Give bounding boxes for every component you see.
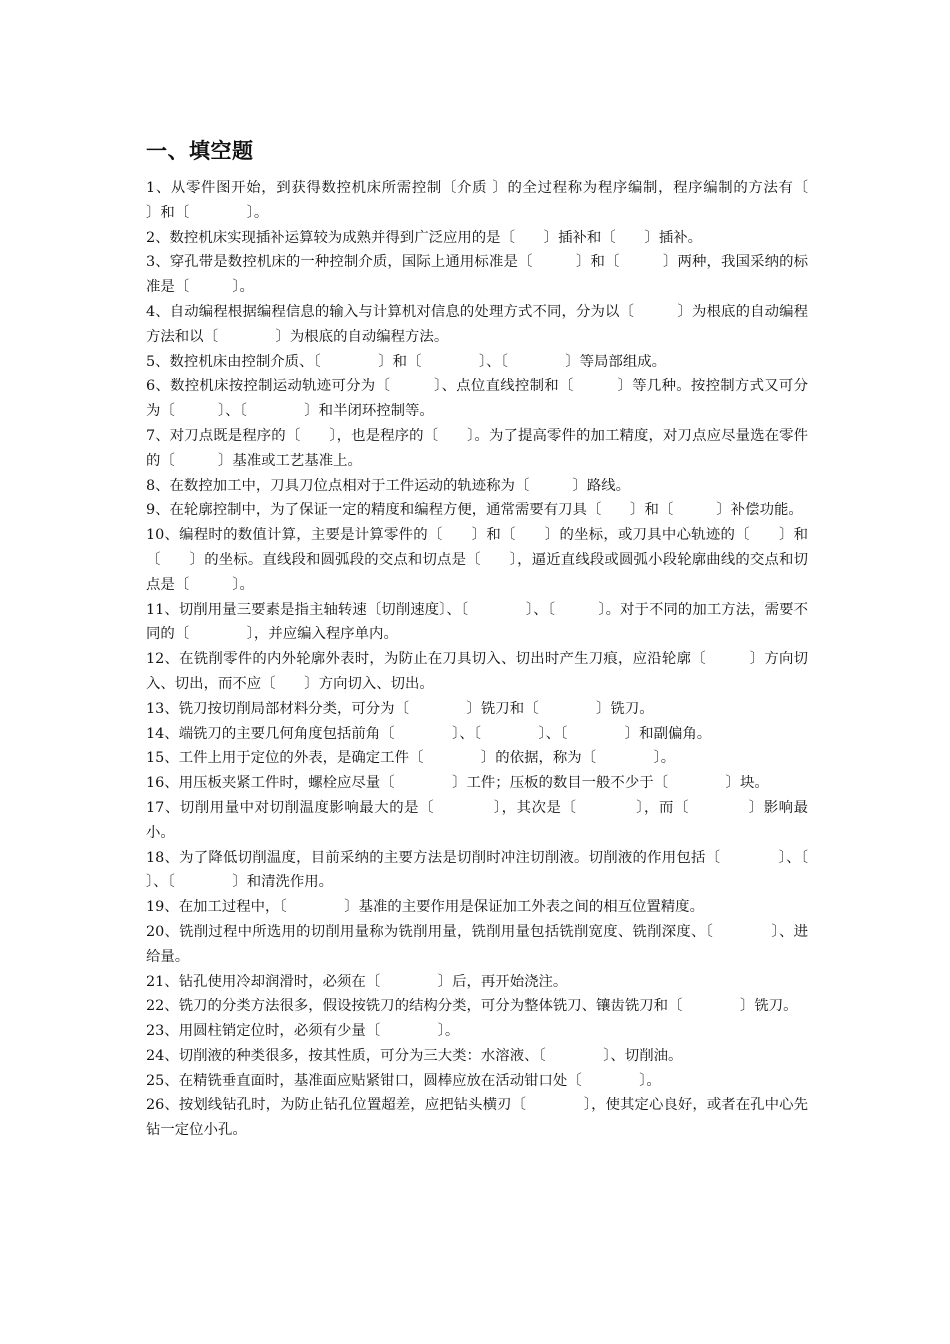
- question-4: 4、自动编程根据编程信息的输入与计算机对信息的处理方式不同，分为以〔 〕为根底的自动编程方法和以〔 〕为根底的自动编程方法。: [146, 303, 808, 345]
- question-10: 10、编程时的数值计算，主要是计算零件的〔 〕和〔 〕的坐标，或刀具中心轨迹的〔 〕和〔 〕的坐标。直线段和圆弧段的交点和切点是〔 〕，逼近直线段或圆弧小段轮廓曲线的交点和切点是〔 〕。: [146, 527, 808, 593]
- question-24: 24、切削液的种类很多，按其性质，可分为三大类：水溶液、〔 〕、切削油。: [146, 1047, 683, 1064]
- question-5: 5、数控机床由控制介质、〔 〕和〔 〕、〔 〕等局部组成。: [146, 353, 667, 370]
- question-25: 25、在精铣垂直面时，基准面应贴紧钳口，圆棒应放在活动钳口处〔 〕。: [146, 1072, 661, 1089]
- question-26: 26、按划线钻孔时，为防止钻孔位置超差，应把钻头横刃〔 〕，使其定心良好，或者在孔中心先钻一定位小孔。: [146, 1097, 808, 1139]
- question-19: 19、在加工过程中，〔 〕基准的主要作用是保证加工外表之间的相互位置精度。: [146, 899, 704, 916]
- section-title: 一、填空题: [146, 139, 254, 163]
- question-18: 18、为了降低切削温度，目前采纳的主要方法是切削时冲注切削液。切削液的作用包括〔 〕、〔 〕、〔 〕和清洗作用。: [146, 849, 866, 891]
- question-15: 15、工件上用于定位的外表，是确定工件〔 〕的依据，称为〔 〕。: [146, 750, 676, 767]
- question-22: 22、铣刀的分类方法很多，假设按铣刀的结构分类，可分为整体铣刀、镶齿铣刀和〔 〕铣刀。: [146, 998, 798, 1015]
- question-13: 13、铣刀按切削局部材料分类，可分为〔 〕铣刀和〔 〕铣刀。: [146, 700, 654, 717]
- question-2: 2、数控机床实现插补运算较为成熟并得到广泛应用的是〔 〕插补和〔 〕插补。: [146, 229, 703, 246]
- document-page: [146, 136, 866, 1143]
- question-21: 21、钻孔使用冷却润滑时，必须在〔 〕后，再开始浇注。: [146, 973, 568, 990]
- question-12: 12、在铣削零件的内外轮廓外表时，为防止在刀具切入、切出时产生刀痕，应沿轮廓〔 〕方向切入、切出，而不应〔 〕方向切入、切出。: [146, 651, 808, 692]
- question-6: 6、数控机床按控制运动轨迹可分为〔 〕、点位直线控制和〔 〕等几种。按控制方式又可分为〔 〕、〔 〕和半闭环控制等。: [146, 378, 808, 420]
- question-7: 7、对刀点既是程序的〔 〕，也是程序的〔 〕。为了提高零件的加工精度，对刀点应尽量选在零件的〔 〕基准或工艺基准上。: [146, 427, 808, 469]
- question-23: 23、用圆柱销定位时，必须有少量〔 〕。: [146, 1023, 460, 1040]
- question-1: 1、从零件图开始，到获得数控机床所需控制〔介质 〕的全过程称为程序编制，程序编制的方法有〔 〕和〔 〕。: [146, 180, 866, 221]
- question-14: 14、端铣刀的主要几何角度包括前角〔 〕、〔 〕、〔 〕和副偏角。: [146, 725, 712, 742]
- question-17: 17、切削用量中对切削温度影响最大的是〔 〕，其次是〔 〕，而〔 〕影响最小。: [146, 799, 808, 841]
- question-16: 16、用压板夹紧工件时，螺栓应尽量〔 〕工件；压板的数目一般不少于〔 〕块。: [146, 775, 769, 792]
- question-11: 11、切削用量三要素是指主轴转速〔切削速度〕、〔 〕、〔 〕。对于不同的加工方法，需要不同的〔 〕，并应编入程序单内。: [146, 601, 808, 643]
- question-20: 20、铣削过程中所选用的切削用量称为铣削用量，铣削用量包括铣削宽度、铣削深度、〔 〕、进给量。: [146, 923, 808, 965]
- question-list: [146, 176, 866, 1143]
- question-9: 9、在轮廓控制中，为了保证一定的精度和编程方便，通常需要有刀具〔 〕和〔 〕补偿功能。: [146, 502, 803, 519]
- question-3: 3、穿孔带是数控机床的一种控制介质，国际上通用标准是〔 〕和〔 〕两种，我国采纳的标准是〔 〕。: [146, 254, 808, 296]
- question-8: 8、在数控加工中，刀具刀位点相对于工件运动的轨迹称为〔 〕路线。: [146, 477, 631, 494]
